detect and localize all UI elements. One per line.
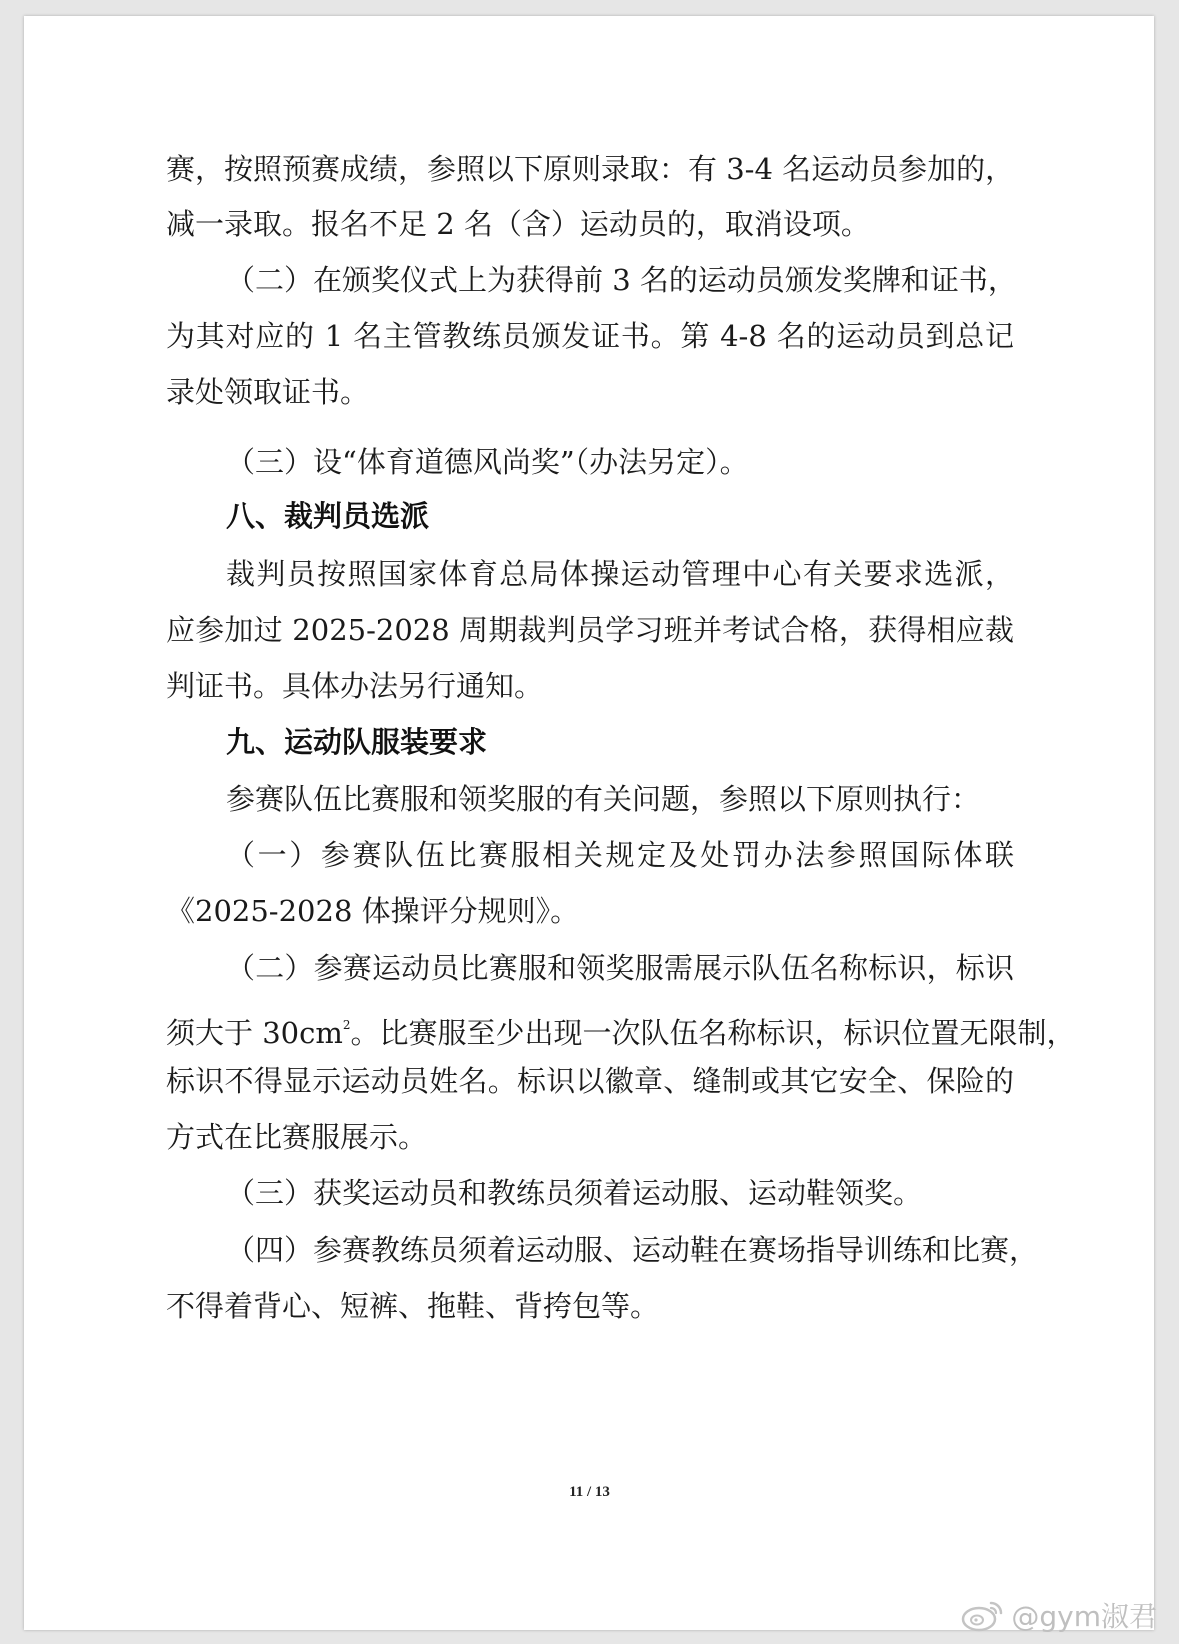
page-number: 11 / 13 [569, 1484, 610, 1500]
text-line: （二）在颁奖仪式上为获得前 3 名的运动员颁发奖牌和证书， [226, 263, 1017, 297]
text-line: （二）参赛运动员比赛服和领奖服需展示队伍名称标识，标识 [226, 951, 1014, 985]
text-segment: 须大于 30cm [166, 1016, 343, 1050]
text-line: 为其对应的 1 名主管教练员颁发证书。第 4-8 名的运动员到总记 [166, 319, 1014, 353]
text-line: 判证书。具体办法另行通知。 [166, 669, 544, 703]
text-line: （一）参赛队伍比赛服相关规定及处罚办法参照国际体联 [226, 838, 1014, 872]
text-line: 方式在比赛服展示。 [166, 1120, 428, 1154]
watermark [961, 1595, 1157, 1635]
text-line-with-superscript [166, 1008, 1076, 1050]
text-line: 裁判员按照国家体育总局体操运动管理中心有关要求选派， [226, 557, 1014, 591]
section-heading-referee: 八、裁判员选派 [226, 499, 430, 533]
watermark-handle: @gym淑君 [1011, 1600, 1157, 1633]
text-line: 标识不得显示运动员姓名。标识以徽章、缝制或其它安全、保险的 [166, 1064, 1014, 1098]
weibo-logo-icon [961, 1597, 1005, 1633]
text-line: 减一录取。报名不足 2 名（含）运动员的，取消设项。 [166, 207, 870, 241]
text-line: 参赛队伍比赛服和领奖服的有关问题，参照以下原则执行： [226, 782, 981, 816]
text-line: 《2025-2028 体操评分规则》。 [166, 894, 580, 928]
text-line: 录处领取证书。 [166, 375, 370, 409]
document-page [24, 16, 1154, 1630]
superscript: 2 [342, 1018, 351, 1032]
text-segment: 。比赛服至少出现一次队伍名称标识，标识位置无限制， [350, 1016, 1076, 1050]
text-line: 应参加过 2025-2028 周期裁判员学习班并考试合格，获得相应裁 [166, 613, 1014, 647]
section-heading-uniform: 九、运动队服装要求 [226, 725, 488, 759]
text-line: （三）获奖运动员和教练员须着运动服、运动鞋领奖。 [226, 1176, 923, 1210]
text-line: 不得着背心、短裤、拖鞋、背挎包等。 [166, 1289, 660, 1323]
text-line: （三）设“体育道德风尚奖”（办法另定）。 [226, 445, 749, 479]
text-line: （四）参赛教练员须着运动服、运动鞋在赛场指导训练和比赛， [226, 1233, 1039, 1267]
text-line: 赛，按照预赛成绩，参照以下原则录取：有 3-4 名运动员参加的， [166, 152, 1015, 186]
